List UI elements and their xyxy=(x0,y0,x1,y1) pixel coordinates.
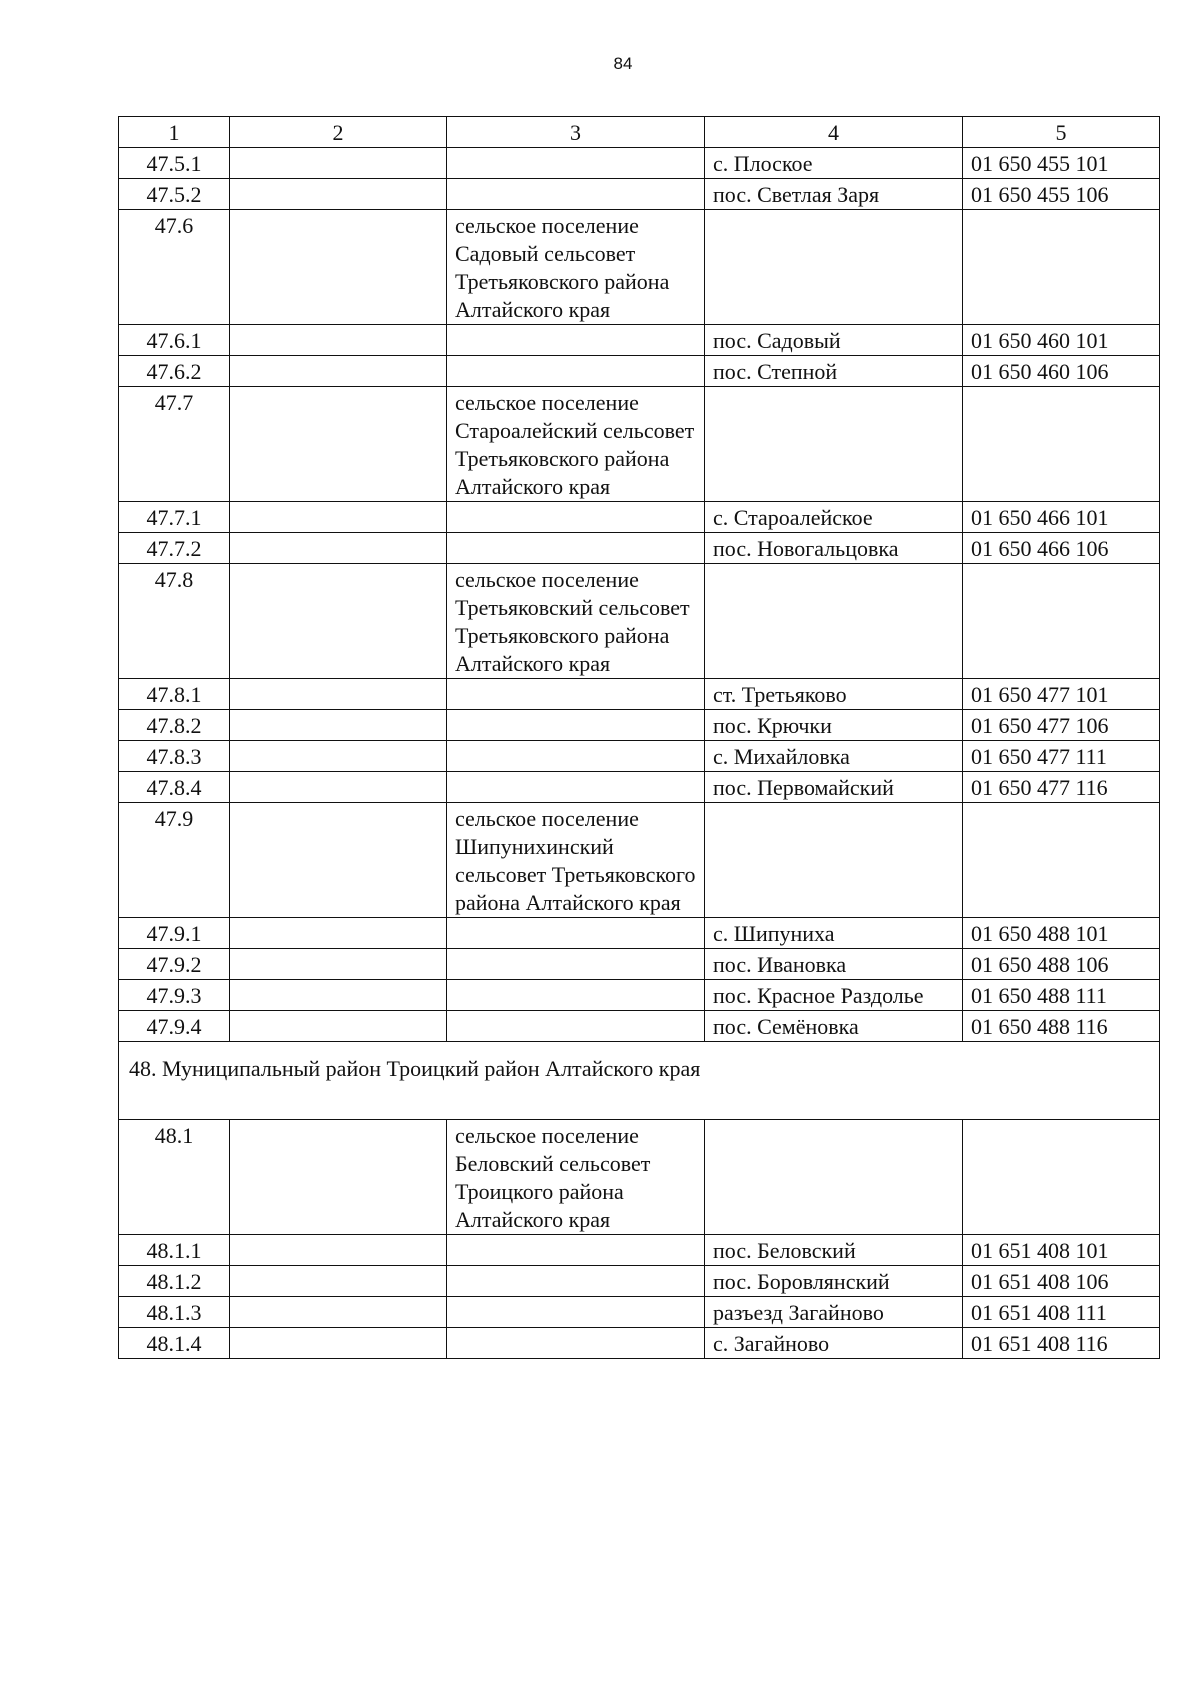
column-2-cell xyxy=(230,980,447,1011)
column-header: 1 xyxy=(119,117,230,148)
page-number: 84 xyxy=(613,54,633,73)
row-number-cell: 47.8.1 xyxy=(119,679,230,710)
settlement-group-row xyxy=(119,1120,1160,1235)
row-number-cell: 47.9.2 xyxy=(119,949,230,980)
row-number-cell: 48.1.2 xyxy=(119,1266,230,1297)
row-number-cell: 47.8.4 xyxy=(119,772,230,803)
column-2-cell xyxy=(230,1235,447,1266)
settlement-group-row xyxy=(119,387,1160,502)
oktmo-code-cell: 01 650 477 106 xyxy=(963,710,1160,741)
oktmo-code-cell xyxy=(963,564,1160,679)
oktmo-code-cell: 01 650 460 106 xyxy=(963,356,1160,387)
locality-name-cell: пос. Степной xyxy=(705,356,963,387)
row-number-cell: 47.8 xyxy=(119,564,230,679)
section-title: 48. Муниципальный район Троицкий район Алтайского края xyxy=(119,1042,1160,1120)
column-2-cell xyxy=(230,210,447,325)
locality-name-cell: пос. Садовый xyxy=(705,325,963,356)
table-row xyxy=(119,1297,1160,1328)
column-2-cell xyxy=(230,564,447,679)
column-2-cell xyxy=(230,148,447,179)
table-body xyxy=(119,117,1160,1359)
column-2-cell xyxy=(230,772,447,803)
row-number-cell: 48.1.4 xyxy=(119,1328,230,1359)
locality-name-cell xyxy=(705,387,963,502)
locality-name-cell: разъезд Загайново xyxy=(705,1297,963,1328)
table-row xyxy=(119,179,1160,210)
locality-name-cell: пос. Светлая Заря xyxy=(705,179,963,210)
column-2-cell xyxy=(230,918,447,949)
table-row xyxy=(119,356,1160,387)
column-header: 2 xyxy=(230,117,447,148)
row-number-cell: 47.9 xyxy=(119,803,230,918)
municipality-cell xyxy=(447,741,705,772)
table-row xyxy=(119,325,1160,356)
column-2-cell xyxy=(230,1011,447,1042)
locality-name-cell: с. Загайново xyxy=(705,1328,963,1359)
oktmo-code-cell xyxy=(963,803,1160,918)
locality-name-cell: пос. Новогальцовка xyxy=(705,533,963,564)
row-number-cell: 47.8.3 xyxy=(119,741,230,772)
locality-name-cell xyxy=(705,1120,963,1235)
header-row xyxy=(119,117,1160,148)
column-2-cell xyxy=(230,1297,447,1328)
oktmo-code-cell: 01 650 460 101 xyxy=(963,325,1160,356)
settlement-group-row xyxy=(119,564,1160,679)
row-number-cell: 48.1.3 xyxy=(119,1297,230,1328)
column-2-cell xyxy=(230,949,447,980)
locality-name-cell: с. Плоское xyxy=(705,148,963,179)
municipality-cell: сельское поселение Садовый сельсовет Третьяковского района Алтайского края xyxy=(447,210,705,325)
row-number-cell: 47.8.2 xyxy=(119,710,230,741)
column-2-cell xyxy=(230,710,447,741)
municipality-cell xyxy=(447,772,705,803)
column-2-cell xyxy=(230,1120,447,1235)
locality-name-cell: пос. Крючки xyxy=(705,710,963,741)
municipality-cell xyxy=(447,325,705,356)
locality-name-cell: ст. Третьяково xyxy=(705,679,963,710)
table-row xyxy=(119,918,1160,949)
table-row xyxy=(119,1328,1160,1359)
column-header: 4 xyxy=(705,117,963,148)
oktmo-code-cell: 01 650 488 101 xyxy=(963,918,1160,949)
municipality-cell xyxy=(447,1011,705,1042)
settlement-group-row xyxy=(119,803,1160,918)
column-2-cell xyxy=(230,356,447,387)
locality-name-cell: с. Староалейское xyxy=(705,502,963,533)
municipality-cell: сельское поселение Третьяковский сельсовет Третьяковского района Алтайского края xyxy=(447,564,705,679)
column-2-cell xyxy=(230,1266,447,1297)
oktmo-code-cell: 01 650 455 101 xyxy=(963,148,1160,179)
row-number-cell: 48.1 xyxy=(119,1120,230,1235)
locality-name-cell: пос. Семёновка xyxy=(705,1011,963,1042)
table-row xyxy=(119,148,1160,179)
table-row xyxy=(119,1235,1160,1266)
oktmo-code-cell: 01 650 477 101 xyxy=(963,679,1160,710)
row-number-cell: 48.1.1 xyxy=(119,1235,230,1266)
municipality-cell xyxy=(447,1328,705,1359)
row-number-cell: 47.7.2 xyxy=(119,533,230,564)
row-number-cell: 47.7.1 xyxy=(119,502,230,533)
municipality-cell xyxy=(447,710,705,741)
table-row xyxy=(119,1011,1160,1042)
column-2-cell xyxy=(230,803,447,918)
column-2-cell xyxy=(230,387,447,502)
oktmo-code-cell xyxy=(963,210,1160,325)
row-number-cell: 47.9.3 xyxy=(119,980,230,1011)
municipality-cell xyxy=(447,1266,705,1297)
row-number-cell: 47.9.4 xyxy=(119,1011,230,1042)
municipality-cell xyxy=(447,502,705,533)
row-number-cell: 47.6.1 xyxy=(119,325,230,356)
table-row xyxy=(119,741,1160,772)
row-number-cell: 47.9.1 xyxy=(119,918,230,949)
municipality-cell: сельское поселение Шипунихинский сельсовет Третьяковского района Алтайского края xyxy=(447,803,705,918)
oktmo-code-cell: 01 650 488 106 xyxy=(963,949,1160,980)
locality-name-cell: пос. Боровлянский xyxy=(705,1266,963,1297)
oktmo-code-cell: 01 650 466 106 xyxy=(963,533,1160,564)
oktmo-code-cell: 01 650 477 116 xyxy=(963,772,1160,803)
municipality-cell xyxy=(447,1297,705,1328)
locality-name-cell: пос. Первомайский xyxy=(705,772,963,803)
oktmo-code-cell: 01 650 466 101 xyxy=(963,502,1160,533)
locality-name-cell: с. Михайловка xyxy=(705,741,963,772)
column-2-cell xyxy=(230,325,447,356)
table-row xyxy=(119,679,1160,710)
column-2-cell xyxy=(230,1328,447,1359)
municipality-cell xyxy=(447,980,705,1011)
oktmo-table xyxy=(118,116,1160,1359)
oktmo-code-cell: 01 651 408 116 xyxy=(963,1328,1160,1359)
table-row xyxy=(119,710,1160,741)
municipality-cell: сельское поселение Беловский сельсовет Троицкого района Алтайского края xyxy=(447,1120,705,1235)
table-row xyxy=(119,772,1160,803)
oktmo-code-cell: 01 650 488 111 xyxy=(963,980,1160,1011)
row-number-cell: 47.6.2 xyxy=(119,356,230,387)
row-number-cell: 47.5.2 xyxy=(119,179,230,210)
locality-name-cell xyxy=(705,564,963,679)
oktmo-code-cell: 01 650 455 106 xyxy=(963,179,1160,210)
municipality-cell xyxy=(447,356,705,387)
column-2-cell xyxy=(230,533,447,564)
oktmo-code-cell: 01 651 408 106 xyxy=(963,1266,1160,1297)
column-2-cell xyxy=(230,179,447,210)
oktmo-code-cell: 01 650 488 116 xyxy=(963,1011,1160,1042)
municipality-cell xyxy=(447,148,705,179)
column-2-cell xyxy=(230,502,447,533)
locality-name-cell xyxy=(705,210,963,325)
locality-name-cell: пос. Красное Раздолье xyxy=(705,980,963,1011)
oktmo-code-cell: 01 651 408 111 xyxy=(963,1297,1160,1328)
column-header: 5 xyxy=(963,117,1160,148)
locality-name-cell: пос. Беловский xyxy=(705,1235,963,1266)
settlement-group-row xyxy=(119,210,1160,325)
municipality-cell xyxy=(447,949,705,980)
oktmo-code-cell xyxy=(963,1120,1160,1235)
row-number-cell: 47.7 xyxy=(119,387,230,502)
municipality-cell xyxy=(447,1235,705,1266)
column-2-cell xyxy=(230,741,447,772)
table-row xyxy=(119,1266,1160,1297)
table-row xyxy=(119,533,1160,564)
table-row xyxy=(119,980,1160,1011)
oktmo-code-cell: 01 651 408 101 xyxy=(963,1235,1160,1266)
oktmo-code-cell: 01 650 477 111 xyxy=(963,741,1160,772)
row-number-cell: 47.6 xyxy=(119,210,230,325)
municipality-cell xyxy=(447,918,705,949)
municipality-cell xyxy=(447,533,705,564)
locality-name-cell: с. Шипуниха xyxy=(705,918,963,949)
table-row xyxy=(119,949,1160,980)
section-row xyxy=(119,1042,1160,1120)
oktmo-code-cell xyxy=(963,387,1160,502)
row-number-cell: 47.5.1 xyxy=(119,148,230,179)
table-row xyxy=(119,502,1160,533)
municipality-cell xyxy=(447,679,705,710)
municipality-cell xyxy=(447,179,705,210)
locality-name-cell xyxy=(705,803,963,918)
column-header: 3 xyxy=(447,117,705,148)
municipality-cell: сельское поселение Староалейский сельсовет Третьяковского района Алтайского края xyxy=(447,387,705,502)
column-2-cell xyxy=(230,679,447,710)
locality-name-cell: пос. Ивановка xyxy=(705,949,963,980)
